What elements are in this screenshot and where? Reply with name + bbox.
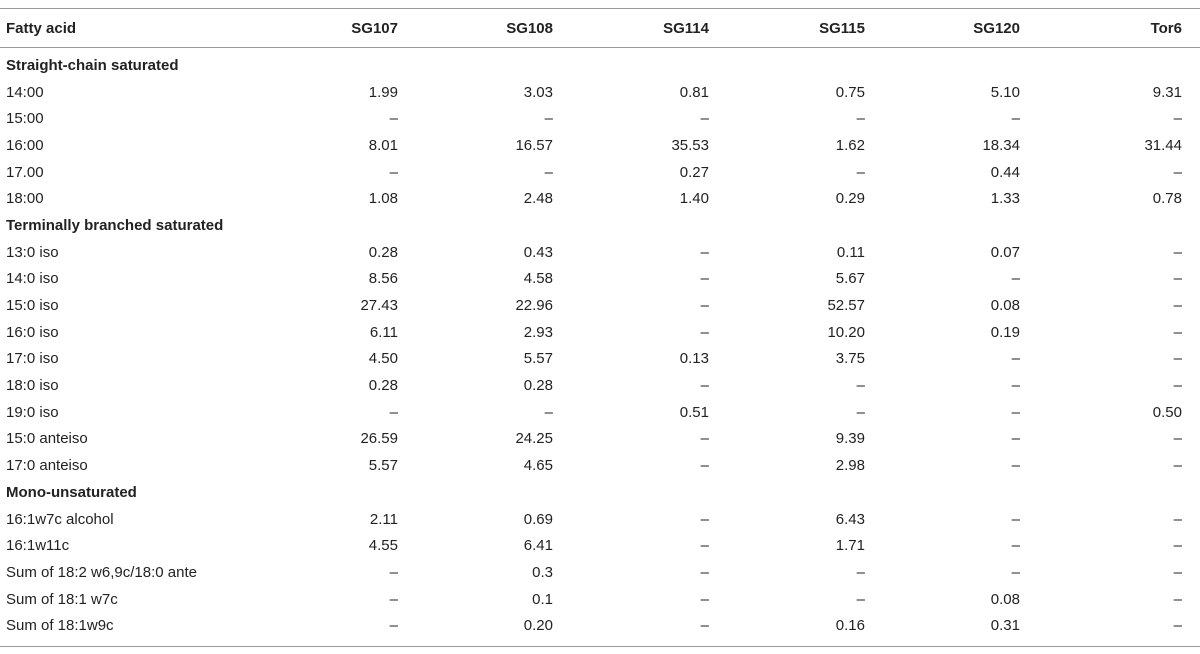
value-cell-sg107: –: [389, 617, 398, 635]
value-cell-sg114: –: [700, 243, 709, 261]
table-row: [0, 586, 1200, 613]
value-cell-sg115: 2.98: [835, 457, 865, 475]
fatty-acid-name-cell: 16:1w11c: [6, 537, 70, 555]
column-header-tor6: Tor6: [1150, 19, 1182, 37]
value-cell-sg107: –: [389, 110, 398, 128]
column-header-sg115: SG115: [819, 19, 865, 37]
value-cell-sg115: –: [856, 110, 865, 128]
value-cell-sg115: 0.11: [836, 243, 865, 261]
value-cell-sg108: 0.43: [523, 243, 553, 261]
value-cell-sg108: 0.28: [523, 377, 553, 395]
value-cell-tor6: –: [1173, 590, 1182, 608]
value-cell-sg108: 0.1: [532, 590, 553, 608]
value-cell-sg108: 5.57: [523, 350, 553, 368]
value-cell-sg114: –: [700, 510, 709, 528]
value-cell-sg115: 5.67: [835, 270, 865, 288]
value-cell-sg115: 0.16: [835, 617, 865, 635]
value-cell-sg108: 4.65: [523, 457, 553, 475]
value-cell-sg108: 0.3: [532, 563, 553, 581]
value-cell-sg114: –: [700, 323, 709, 341]
value-cell-tor6: –: [1173, 297, 1182, 315]
section-header-row: [0, 479, 1200, 506]
value-cell-sg107: 1.99: [368, 83, 398, 101]
value-cell-sg114: –: [700, 537, 709, 555]
value-cell-sg115: 3.75: [835, 350, 865, 368]
value-cell-sg115: 52.57: [827, 297, 865, 315]
table-row: [0, 452, 1200, 479]
value-cell-tor6: –: [1173, 323, 1182, 341]
fatty-acid-name-cell: 18:00: [6, 190, 44, 208]
value-cell-sg120: –: [1011, 510, 1020, 528]
fatty-acid-name-cell: 15:0 anteiso: [6, 430, 88, 448]
value-cell-sg107: 8.56: [368, 270, 398, 288]
section-header-row: [0, 212, 1200, 239]
fatty-acid-name-cell: 15:0 iso: [6, 297, 59, 315]
table-body: [0, 52, 1200, 639]
value-cell-sg120: –: [1011, 270, 1020, 288]
fatty-acid-name-cell: 16:1w7c alcohol: [6, 510, 114, 528]
value-cell-tor6: –: [1173, 163, 1182, 181]
fatty-acid-name-cell: 14:00: [6, 83, 44, 101]
value-cell-sg114: 0.27: [679, 163, 709, 181]
value-cell-sg114: –: [700, 590, 709, 608]
value-cell-tor6: 0.50: [1152, 403, 1182, 421]
value-cell-sg115: 0.29: [835, 190, 865, 208]
table-row: [0, 159, 1200, 186]
column-header-fatty-acid: Fatty acid: [6, 19, 77, 37]
value-cell-sg115: 1.62: [835, 136, 865, 154]
table-row: [0, 346, 1200, 373]
value-cell-sg115: 1.71: [835, 537, 865, 555]
fatty-acid-name-cell: 18:0 iso: [6, 377, 59, 395]
value-cell-sg120: –: [1011, 563, 1020, 581]
value-cell-sg115: 10.20: [827, 323, 865, 341]
table-row: [0, 105, 1200, 132]
section-header-label: Terminally branched saturated: [6, 216, 224, 234]
value-cell-sg114: –: [700, 457, 709, 475]
value-cell-tor6: –: [1173, 270, 1182, 288]
value-cell-sg120: 0.31: [990, 617, 1020, 635]
value-cell-tor6: –: [1173, 350, 1182, 368]
value-cell-sg107: –: [389, 590, 398, 608]
value-cell-tor6: –: [1173, 563, 1182, 581]
table-row: [0, 266, 1200, 293]
value-cell-sg107: 26.59: [360, 430, 398, 448]
value-cell-sg108: 2.48: [523, 190, 553, 208]
value-cell-sg120: 1.33: [990, 190, 1020, 208]
value-cell-sg107: 4.55: [368, 537, 398, 555]
value-cell-sg108: 6.41: [523, 537, 553, 555]
value-cell-sg108: –: [544, 163, 553, 181]
value-cell-sg107: 5.57: [368, 457, 398, 475]
column-header-sg120: SG120: [973, 19, 1020, 37]
section-header-row: [0, 52, 1200, 79]
value-cell-sg107: 0.28: [368, 243, 398, 261]
table-row: [0, 132, 1200, 159]
value-cell-tor6: 9.31: [1152, 83, 1182, 101]
value-cell-sg108: 0.69: [523, 510, 553, 528]
value-cell-sg114: –: [700, 563, 709, 581]
value-cell-sg107: –: [389, 403, 398, 421]
value-cell-sg108: 2.93: [523, 323, 553, 341]
fatty-acid-name-cell: 14:0 iso: [6, 270, 59, 288]
value-cell-tor6: 31.44: [1144, 136, 1182, 154]
value-cell-sg107: 2.11: [369, 510, 398, 528]
value-cell-sg120: 0.08: [990, 590, 1020, 608]
value-cell-sg114: –: [700, 110, 709, 128]
value-cell-sg114: 35.53: [671, 136, 709, 154]
value-cell-sg115: –: [856, 377, 865, 395]
value-cell-sg107: 6.11: [369, 323, 398, 341]
value-cell-sg107: –: [389, 563, 398, 581]
value-cell-sg115: –: [856, 403, 865, 421]
fatty-acid-name-cell: 17:0 anteiso: [6, 457, 88, 475]
value-cell-sg114: 0.13: [679, 350, 709, 368]
table-row: [0, 426, 1200, 453]
value-cell-sg114: –: [700, 377, 709, 395]
value-cell-sg120: –: [1011, 430, 1020, 448]
table-row: [0, 292, 1200, 319]
fatty-acid-name-cell: Sum of 18:1w9c: [6, 617, 114, 635]
table-row: [0, 399, 1200, 426]
fatty-acid-name-cell: 17:0 iso: [6, 350, 59, 368]
value-cell-sg108: 24.25: [515, 430, 553, 448]
value-cell-sg120: –: [1011, 457, 1020, 475]
column-header-sg108: SG108: [506, 19, 553, 37]
fatty-acid-name-cell: 16:0 iso: [6, 323, 59, 341]
section-header-label: Mono-unsaturated: [6, 483, 137, 501]
table-row: [0, 319, 1200, 346]
value-cell-sg120: –: [1011, 403, 1020, 421]
value-cell-sg115: –: [856, 163, 865, 181]
value-cell-sg114: 0.81: [679, 83, 709, 101]
value-cell-sg107: 1.08: [368, 190, 398, 208]
value-cell-sg120: 18.34: [982, 136, 1020, 154]
value-cell-sg108: –: [544, 110, 553, 128]
table-row: [0, 612, 1200, 639]
value-cell-sg115: 9.39: [835, 430, 865, 448]
value-cell-tor6: –: [1173, 510, 1182, 528]
value-cell-tor6: 0.78: [1152, 190, 1182, 208]
value-cell-sg107: –: [389, 163, 398, 181]
value-cell-sg108: 22.96: [515, 297, 553, 315]
value-cell-sg107: 0.28: [368, 377, 398, 395]
table-header-row: [0, 10, 1200, 46]
value-cell-sg115: 0.75: [835, 83, 865, 101]
value-cell-sg120: –: [1011, 537, 1020, 555]
value-cell-tor6: –: [1173, 377, 1182, 395]
value-cell-sg120: 0.19: [990, 323, 1020, 341]
value-cell-tor6: –: [1173, 430, 1182, 448]
value-cell-tor6: –: [1173, 537, 1182, 555]
value-cell-sg107: 27.43: [360, 297, 398, 315]
value-cell-sg115: –: [856, 563, 865, 581]
table-row: [0, 559, 1200, 586]
value-cell-sg114: –: [700, 297, 709, 315]
fatty-acid-name-cell: 19:0 iso: [6, 403, 59, 421]
value-cell-sg114: –: [700, 617, 709, 635]
table-row: [0, 239, 1200, 266]
table-row: [0, 372, 1200, 399]
value-cell-sg107: 4.50: [368, 350, 398, 368]
value-cell-sg115: 6.43: [835, 510, 865, 528]
section-header-label: Straight-chain saturated: [6, 56, 179, 74]
table-row: [0, 532, 1200, 559]
value-cell-sg120: –: [1011, 350, 1020, 368]
fatty-acid-name-cell: 17.00: [6, 163, 44, 181]
table-row: [0, 185, 1200, 212]
table-row: [0, 79, 1200, 106]
table-bottom-rule: [0, 646, 1200, 647]
value-cell-tor6: –: [1173, 110, 1182, 128]
value-cell-sg107: 8.01: [368, 136, 398, 154]
table-header-rule: [0, 47, 1200, 48]
value-cell-sg115: –: [856, 590, 865, 608]
value-cell-sg120: 0.44: [990, 163, 1020, 181]
value-cell-tor6: –: [1173, 457, 1182, 475]
table-row: [0, 506, 1200, 533]
column-header-sg114: SG114: [663, 19, 709, 37]
value-cell-tor6: –: [1173, 243, 1182, 261]
column-header-sg107: SG107: [351, 19, 398, 37]
value-cell-sg108: –: [544, 403, 553, 421]
value-cell-sg108: 3.03: [523, 83, 553, 101]
fatty-acid-name-cell: Sum of 18:1 w7c: [6, 590, 118, 608]
fatty-acid-name-cell: 15:00: [6, 110, 44, 128]
value-cell-sg120: 0.07: [990, 243, 1020, 261]
fatty-acid-name-cell: Sum of 18:2 w6,9c/18:0 ante: [6, 563, 197, 581]
value-cell-sg114: 1.40: [679, 190, 709, 208]
fatty-acid-name-cell: 16:00: [6, 136, 44, 154]
value-cell-sg114: 0.51: [679, 403, 709, 421]
value-cell-sg114: –: [700, 270, 709, 288]
value-cell-sg120: –: [1011, 110, 1020, 128]
value-cell-sg114: –: [700, 430, 709, 448]
value-cell-tor6: –: [1173, 617, 1182, 635]
value-cell-sg108: 16.57: [515, 136, 553, 154]
value-cell-sg120: 0.08: [990, 297, 1020, 315]
value-cell-sg108: 0.20: [523, 617, 553, 635]
value-cell-sg120: –: [1011, 377, 1020, 395]
table-top-rule: [0, 8, 1200, 9]
value-cell-sg108: 4.58: [523, 270, 553, 288]
fatty-acid-name-cell: 13:0 iso: [6, 243, 59, 261]
value-cell-sg120: 5.10: [990, 83, 1020, 101]
